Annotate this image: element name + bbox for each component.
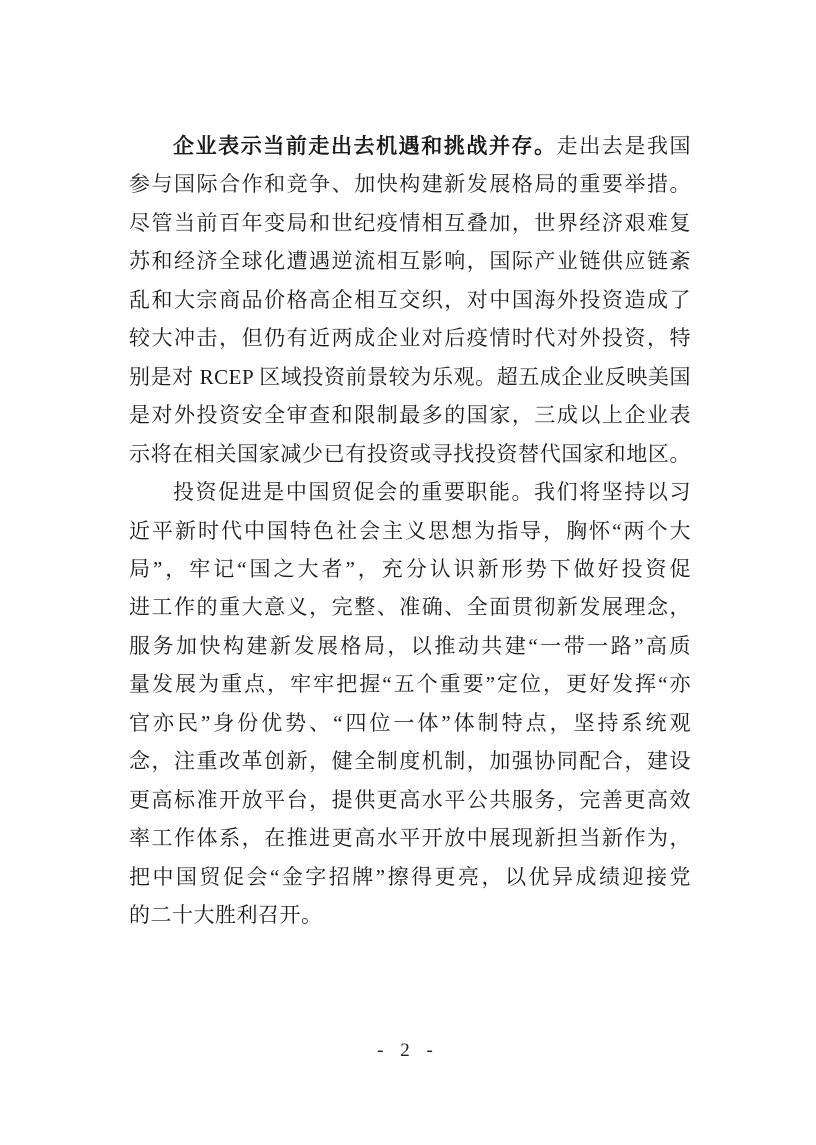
text-line: 进工作的重大意义，完整、准确、全面贯彻新发展理念， (129, 595, 691, 620)
text-line: 尽管当前百年变局和世纪疫情相互叠加，世界经济艰难复 (129, 210, 691, 235)
text-line: 示将在相关国家减少已有投资或寻找投资替代国家和地区。 (129, 441, 691, 466)
text-line: 乱和大宗商品价格高企相互交织，对中国海外投资造成了 (129, 287, 691, 312)
text-line: 局”，牢记“国之大者”，充分认识新形势下做好投资促 (129, 556, 691, 581)
text-line: 量发展为重点，牢牢把握“五个重要”定位，更好发挥“亦 (129, 672, 691, 697)
text-line: 把中国贸促会“金字招牌”擦得更亮，以优异成绩迎接党 (129, 864, 691, 889)
text-line (129, 127, 691, 165)
text-line: 官亦民”身份优势、“四位一体”体制特点，坚持系统观 (129, 710, 691, 735)
text-line: 率工作体系，在推进更高水平开放中展现新担当新作为， (129, 826, 691, 851)
body-text (129, 127, 691, 935)
text-line: 服务加快构建新发展格局，以推动共建“一带一路”高质 (129, 633, 691, 658)
text-line: 投资促进是中国贸促会的重要职能。我们将坚持以习 (173, 480, 691, 505)
text-line: 更高标准开放平台，提供更高水平公共服务，完善更高效 (129, 787, 691, 812)
text-line: 是对外投资安全审查和限制最多的国家，三成以上企业表 (129, 403, 691, 428)
text-line: 近平新时代中国特色社会主义思想为指导，胸怀“两个大 (129, 518, 691, 543)
text-line: 念，注重改革创新，健全制度机制，加强协同配合，建设 (129, 749, 691, 774)
page-number: - 2 - (377, 1040, 439, 1061)
text-line: 别是对 RCEP 区域投资前景较为乐观。超五成企业反映美国 (129, 364, 691, 389)
text-line: 较大冲击，但仍有近两成企业对后疫情时代对外投资，特 (129, 326, 691, 351)
lead-sentence-bold: 企业表示当前走出去机遇和挑战并存。 (173, 134, 557, 158)
line-text: 走出去是我国 (556, 134, 691, 158)
text-line: 的二十大胜利召开。 (129, 903, 323, 928)
text-line: 苏和经济全球化遭遇逆流相互影响，国际产业链供应链紊 (129, 249, 691, 274)
text-line: 参与国际合作和竞争、加快构建新发展格局的重要举措。 (129, 172, 691, 197)
